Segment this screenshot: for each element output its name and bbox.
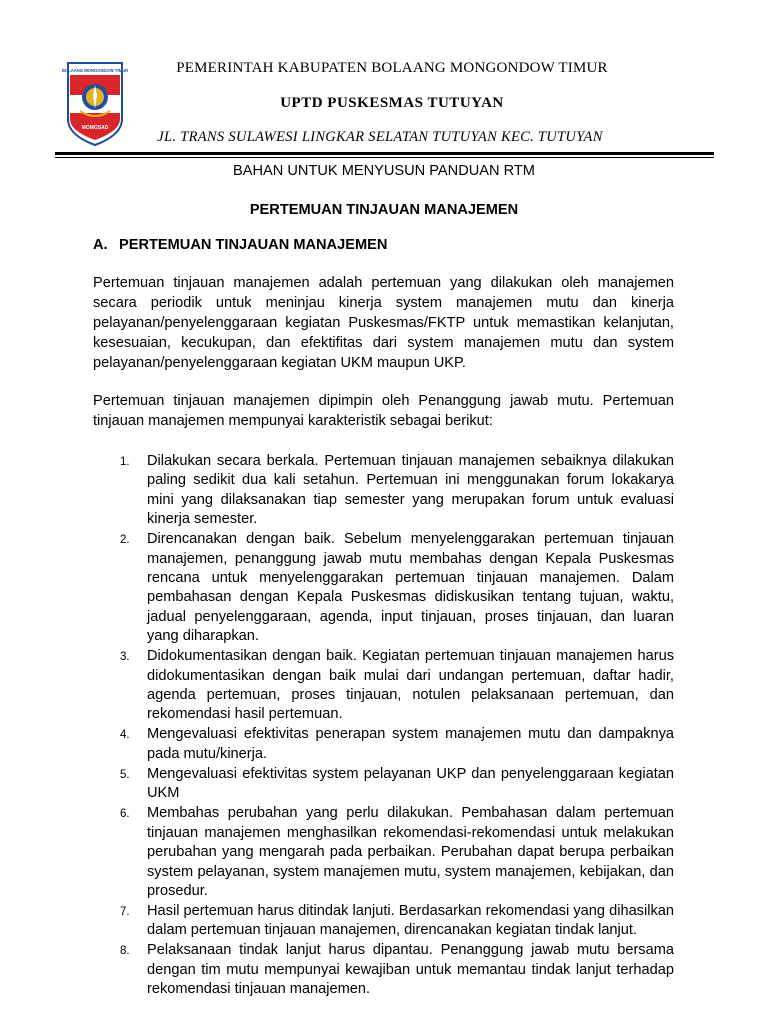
list-item-number: 7. xyxy=(120,905,130,918)
characteristics-list xyxy=(93,452,674,1000)
paragraph-characteristics-intro: Pertemuan tinjauan manajemen dipimpin oleh Penanggung jawab mutu. Pertemuan tinjauan manajemen mempunyai karakteristik sebagai berikut: xyxy=(93,393,674,429)
list-item-text: Mengevaluasi efektivitas penerapan system manajemen mutu dan dampaknya pada mutu/kinerja. xyxy=(147,726,674,762)
section-heading xyxy=(93,237,387,253)
list-item-number: 1. xyxy=(120,456,130,468)
document-subtitle: BAHAN UNTUK MENYUSUN PANDUAN RTM xyxy=(233,163,535,179)
letterhead-divider xyxy=(55,152,714,155)
list-item-number: 5. xyxy=(120,768,130,781)
list-item-number: 6. xyxy=(120,808,130,821)
regency-coat-of-arms-icon xyxy=(61,61,129,147)
list-item xyxy=(93,530,674,646)
list-item xyxy=(93,804,674,901)
list-item-number: 3. xyxy=(120,651,130,664)
logo-bottom-text: MOMOSAD xyxy=(81,125,109,131)
list-item-text: Direncanakan dengan baik. Sebelum menyelenggarakan pertemuan tinjauan manajemen, penanggung jawab mutu membahas dengan Kepala Puskesmas rencana untuk menyelenggarakan pertemuan tinjauan manajemen. Dalam pembahasan dengan Kepala Puskesmas didiskusikan tentang tujuan, waktu, jadual penyelenggaraan, agenda, input tinjauan, proses tinjauan, dan luaran yang diharapkan. xyxy=(147,531,674,645)
list-item xyxy=(93,452,674,530)
list-item-number: 2. xyxy=(120,534,130,547)
section-heading-text: PERTEMUAN TINJAUAN MANAJEMEN xyxy=(119,237,388,253)
letterhead-unit: UPTD PUSKESMAS TUTUYAN xyxy=(280,95,504,111)
list-item-number: 8. xyxy=(120,945,130,958)
list-item xyxy=(93,647,674,725)
letterhead-divider-thin xyxy=(55,157,714,158)
list-item-text: Pelaksanaan tindak lanjut harus dipantau. Penanggung jawab mutu bersama dengan tim mutu mempunyai kewajiban untuk memantau tindak lanjut terhadap rekomendasi tinjauan manajemen. xyxy=(147,942,674,998)
paragraph-definition: Pertemuan tinjauan manajemen adalah pertemuan yang dilakukan oleh manajemen secara periodik untuk meninjau kinerja system manajemen mutu dan kinerja pelayanan/penyelenggaraan kegiatan Puskesmas/FKTP untuk memastikan kelanjutan, kesesuaian, kecukupan, dan efektifitas dari system manajemen mutu dan system pelayanan/penyelenggaraan kegiatan UKM maupun UKP. xyxy=(93,275,674,371)
list-item-number: 4. xyxy=(120,729,130,742)
list-item-text: Hasil pertemuan harus ditindak lanjuti. Berdasarkan rekomendasi yang dihasilkan dalam pertemuan tinjauan manajemen, direncanakan kegiatan tindak lanjut. xyxy=(147,902,674,939)
list-item xyxy=(93,941,674,999)
list-item-text: Didokumentasikan dengan baik. Kegiatan pertemuan tinjauan manajemen harus didokumentasikan dengan baik mulai dari undangan pertemuan, daftar hadir, agenda pertemuan, proses tinjauan, notulen pelaksanaan pertemuan, dan rekomendasi hasil pertemuan. xyxy=(147,648,674,723)
list-item xyxy=(93,765,674,804)
list-item-text: Membahas perubahan yang perlu dilakukan. Pembahasan dalam pertemuan tinjauan manajemen menghasilkan rekomendasi-rekomendasi untuk melakukan perubahan yang mengarah pada perbaikan. Perubahan dapat berupa perbaikan system pelayanan, system manajemen mutu, system manajemen, kebijakan, dan prosedur. xyxy=(147,805,674,899)
section-letter: A. xyxy=(93,237,108,253)
list-item xyxy=(93,902,674,941)
list-item-text: Dilakukan secara berkala. Pertemuan tinjauan manajemen sebaiknya dilakukan paling sedikit dua kali setahun. Pertemuan ini menggunakan forum lokakarya mini yang dilaksanakan tiap semester yang merupakan forum untuk evaluasi kinerja semester. xyxy=(147,453,674,528)
letterhead-government: PEMERINTAH KABUPATEN BOLAANG MONGONDOW TIMUR xyxy=(176,60,608,76)
list-item-text: Mengevaluasi efektivitas system pelayanan UKP dan penyelenggaraan kegiatan UKM xyxy=(147,765,674,802)
list-item xyxy=(93,725,674,764)
logo-top-text: BOLAANG MONGONDOW TIMUR xyxy=(61,68,129,73)
document-title: PERTEMUAN TINJAUAN MANAJEMEN xyxy=(249,202,519,218)
letterhead-address: JL. TRANS SULAWESI LINGKAR SELATAN TUTUYAN KEC. TUTUYAN xyxy=(157,129,603,145)
